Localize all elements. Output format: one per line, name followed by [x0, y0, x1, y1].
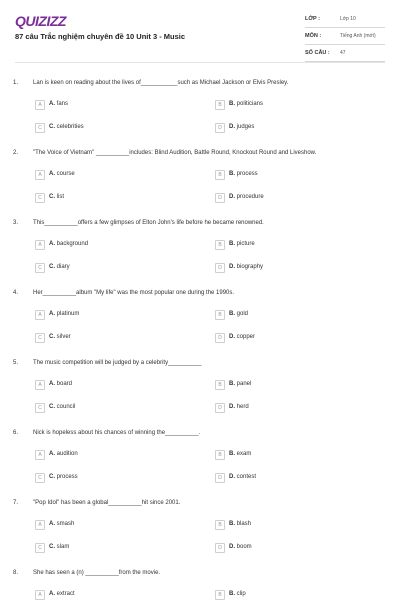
answer-text: picture [236, 241, 255, 247]
answer-key: A. [49, 521, 55, 527]
answer-label [49, 451, 78, 457]
answer-key: D. [229, 474, 235, 480]
answer-checkbox[interactable]: D [215, 123, 225, 133]
answer-key: B. [229, 311, 235, 317]
question-text: Her__________album "My life" was the most popular one during the 1990s. [33, 290, 235, 296]
question-number: 8. [13, 570, 19, 576]
question-text: Lan is keen on reading about the lives of___________such as Michael Jackson or Elvis Presley. [33, 80, 289, 86]
answer-text: smash [56, 521, 75, 527]
answer-checkbox[interactable]: D [215, 403, 225, 413]
answer-key: A. [49, 381, 55, 387]
question-number: 3. [13, 220, 19, 226]
answer-label [229, 404, 249, 410]
answer-checkbox[interactable]: A [35, 240, 45, 250]
answer-text: copper [236, 334, 256, 340]
answer-label [229, 194, 264, 200]
answer-key: D. [229, 194, 235, 200]
answer-text: boom [236, 544, 252, 550]
worksheet-header [0, 0, 400, 70]
answer-key: A. [49, 171, 55, 177]
answer-label [229, 521, 251, 527]
answer-label [49, 381, 72, 387]
meta-value: Lớp 10 [340, 16, 356, 22]
answer-text: course [56, 171, 75, 177]
answer-key: B. [229, 381, 235, 387]
answer-text: politicians [236, 101, 264, 107]
question-text: Nick is hopeless about his chances of winning the__________. [33, 430, 201, 436]
answer-key: D. [229, 264, 235, 270]
answer-checkbox[interactable]: C [35, 473, 45, 483]
answer-checkbox[interactable]: A [35, 450, 45, 460]
answer-checkbox[interactable]: D [215, 193, 225, 203]
meta-row-subject [305, 31, 385, 45]
answer-checkbox[interactable]: A [35, 170, 45, 180]
question-text: "Pop Idol" has been a global__________hit since 2001. [33, 500, 181, 506]
answer-text: exam [236, 451, 252, 457]
answer-label [229, 264, 263, 270]
meta-label: SỐ CÂU : [305, 50, 330, 56]
answer-text: background [56, 241, 89, 247]
answer-checkbox[interactable]: B [215, 170, 225, 180]
answer-checkbox[interactable]: C [35, 333, 45, 343]
meta-label: LỚP : [305, 16, 320, 22]
answer-label [49, 474, 78, 480]
answer-label [49, 404, 75, 410]
question-number: 2. [13, 150, 19, 156]
answer-checkbox[interactable]: B [215, 520, 225, 530]
answer-key: C. [49, 194, 55, 200]
question-text: This__________offers a few glimpses of Elton John's life before he became renowned. [33, 220, 264, 226]
answer-key: B. [229, 451, 235, 457]
answer-key: B. [229, 241, 235, 247]
answer-checkbox[interactable]: D [215, 263, 225, 273]
question-number: 4. [13, 290, 19, 296]
answer-text: silver [56, 334, 71, 340]
meta-row-class [305, 14, 385, 28]
answer-label [229, 101, 263, 107]
answer-key: D. [229, 334, 235, 340]
answer-label [229, 241, 255, 247]
answer-label [49, 241, 88, 247]
answer-text: audition [56, 451, 78, 457]
answer-key: C. [49, 474, 55, 480]
meta-row-count [305, 48, 385, 62]
answer-label [49, 334, 71, 340]
answer-checkbox[interactable]: B [215, 310, 225, 320]
answer-key: C. [49, 124, 55, 130]
answer-key: A. [49, 591, 55, 597]
answer-text: blash [236, 521, 252, 527]
answer-text: council [56, 404, 76, 410]
answer-text: list [56, 194, 65, 200]
question-number: 1. [13, 80, 19, 86]
question-number: 5. [13, 360, 19, 366]
answer-checkbox[interactable]: C [35, 403, 45, 413]
answer-checkbox[interactable]: B [215, 590, 225, 600]
answer-checkbox[interactable]: A [35, 380, 45, 390]
answer-checkbox[interactable]: C [35, 193, 45, 203]
answer-checkbox[interactable]: A [35, 590, 45, 600]
answer-label [49, 264, 70, 270]
answer-text: celebrities [56, 124, 84, 130]
answer-checkbox[interactable]: D [215, 333, 225, 343]
answer-key: A. [49, 451, 55, 457]
answer-key: A. [49, 311, 55, 317]
answer-key: B. [229, 101, 235, 107]
answer-checkbox[interactable]: C [35, 543, 45, 553]
meta-label: MÔN : [305, 33, 322, 39]
question-text: The music competition will be judged by a celebrity__________ [33, 360, 202, 366]
answer-label [229, 311, 248, 317]
meta-panel [305, 14, 385, 65]
answer-checkbox[interactable]: C [35, 263, 45, 273]
question-text: "The Voice of Vietnam" __________includes: Blind Audition, Battle Round, Knockout Round and Liveshow. [33, 150, 317, 156]
answer-checkbox[interactable]: A [35, 100, 45, 110]
answer-key: D. [229, 544, 235, 550]
answer-checkbox[interactable]: B [215, 450, 225, 460]
answer-label [49, 101, 68, 107]
question-number: 6. [13, 430, 19, 436]
answer-checkbox[interactable]: D [215, 543, 225, 553]
answer-checkbox[interactable]: A [35, 310, 45, 320]
answer-label [49, 591, 75, 597]
answer-key: D. [229, 124, 235, 130]
answer-key: C. [49, 334, 55, 340]
answer-text: process [236, 171, 258, 177]
answer-label [229, 591, 246, 597]
header-divider [15, 62, 385, 63]
answer-label [229, 451, 251, 457]
document-title: 87 câu Trắc nghiệm chuyên đề 10 Unit 3 - Music [15, 32, 186, 41]
answer-text: extract [56, 591, 75, 597]
answer-label [229, 334, 255, 340]
quizizz-logo: QUIZIZZ [15, 13, 66, 29]
answer-label [49, 171, 75, 177]
answer-label [229, 474, 256, 480]
meta-value: 47 [340, 50, 346, 56]
answer-label [49, 521, 74, 527]
answer-text: board [56, 381, 73, 387]
answer-label [49, 194, 64, 200]
answer-text: process [56, 474, 78, 480]
answer-key: A. [49, 101, 55, 107]
answer-text: clip [236, 591, 246, 597]
answer-text: procedure [236, 194, 264, 200]
answer-text: contest [236, 474, 257, 480]
answer-text: slam [56, 544, 70, 550]
answer-label [49, 124, 84, 130]
answer-text: herd [236, 404, 249, 410]
answer-label [49, 544, 69, 550]
answer-key: C. [49, 264, 55, 270]
answer-label [49, 311, 79, 317]
answer-text: biography [236, 264, 264, 270]
answer-checkbox[interactable]: C [35, 123, 45, 133]
answer-text: diary [56, 264, 70, 270]
answer-text: fans [56, 101, 69, 107]
answer-key: D. [229, 404, 235, 410]
answer-label [229, 381, 251, 387]
answer-text: platinum [56, 311, 80, 317]
answer-checkbox[interactable]: D [215, 473, 225, 483]
answer-key: B. [229, 521, 235, 527]
meta-value: Tiếng Anh (mới) [340, 33, 376, 39]
answer-text: gold [236, 311, 249, 317]
answer-label [229, 124, 254, 130]
answer-key: C. [49, 544, 55, 550]
answer-key: A. [49, 241, 55, 247]
question-text: She has seen a (n) __________from the movie. [33, 570, 161, 576]
answer-checkbox[interactable]: B [215, 100, 225, 110]
answer-label [229, 171, 258, 177]
answer-text: panel [236, 381, 252, 387]
answer-key: B. [229, 591, 235, 597]
answer-checkbox[interactable]: A [35, 520, 45, 530]
answer-checkbox[interactable]: B [215, 380, 225, 390]
answer-text: judges [236, 124, 255, 130]
answer-key: C. [49, 404, 55, 410]
answer-key: B. [229, 171, 235, 177]
answer-checkbox[interactable]: B [215, 240, 225, 250]
question-number: 7. [13, 500, 19, 506]
answer-label [229, 544, 252, 550]
